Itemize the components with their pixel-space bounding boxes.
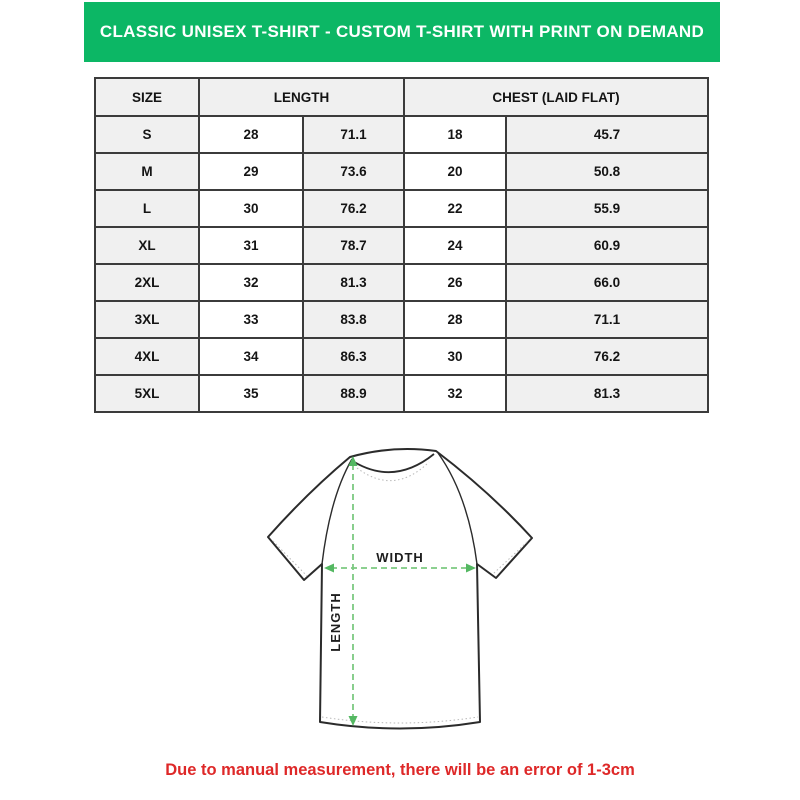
cell-length-in: 35	[199, 375, 303, 412]
cell-chest-in: 22	[404, 190, 506, 227]
measurement-error-note: Due to manual measurement, there will be an error of 1-3cm	[165, 761, 635, 779]
tshirt-outline	[268, 449, 532, 729]
cell-chest-in: 28	[404, 301, 506, 338]
tshirt-measurement-diagram	[240, 435, 560, 755]
cell-size: XL	[95, 227, 199, 264]
cell-length-cm: 88.9	[303, 375, 404, 412]
table-row	[95, 153, 708, 190]
cell-length-cm: 78.7	[303, 227, 404, 264]
cell-size: S	[95, 116, 199, 153]
cell-chest-in: 24	[404, 227, 506, 264]
table-row	[95, 190, 708, 227]
cell-chest-cm: 55.9	[506, 190, 708, 227]
cell-chest-cm: 60.9	[506, 227, 708, 264]
cell-size: 4XL	[95, 338, 199, 375]
cell-size: 2XL	[95, 264, 199, 301]
table-row	[95, 227, 708, 264]
cell-size: 3XL	[95, 301, 199, 338]
cell-length-in: 30	[199, 190, 303, 227]
width-label: WIDTH	[376, 550, 424, 565]
col-header-length: LENGTH	[199, 78, 404, 116]
cell-chest-in: 18	[404, 116, 506, 153]
cell-length-in: 32	[199, 264, 303, 301]
cell-chest-in: 30	[404, 338, 506, 375]
table-row	[95, 338, 708, 375]
cell-chest-cm: 45.7	[506, 116, 708, 153]
cell-chest-cm: 71.1	[506, 301, 708, 338]
cell-length-cm: 83.8	[303, 301, 404, 338]
cell-chest-cm: 66.0	[506, 264, 708, 301]
cell-length-in: 33	[199, 301, 303, 338]
title-banner	[84, 2, 720, 62]
cell-length-cm: 71.1	[303, 116, 404, 153]
cell-size: 5XL	[95, 375, 199, 412]
cell-length-in: 29	[199, 153, 303, 190]
size-chart-table	[94, 77, 709, 413]
size-chart-container	[94, 77, 709, 413]
cell-size: M	[95, 153, 199, 190]
cell-chest-in: 20	[404, 153, 506, 190]
cell-length-in: 34	[199, 338, 303, 375]
table-row	[95, 264, 708, 301]
cell-chest-cm: 50.8	[506, 153, 708, 190]
cell-length-cm: 73.6	[303, 153, 404, 190]
cell-chest-in: 26	[404, 264, 506, 301]
cell-length-cm: 76.2	[303, 190, 404, 227]
col-header-size: SIZE	[95, 78, 199, 116]
cell-length-in: 31	[199, 227, 303, 264]
length-label: LENGTH	[328, 592, 343, 652]
cell-length-cm: 81.3	[303, 264, 404, 301]
cell-chest-cm: 81.3	[506, 375, 708, 412]
page-title: CLASSIC UNISEX T-SHIRT - CUSTOM T-SHIRT WITH PRINT ON DEMAND	[99, 22, 705, 41]
cell-length-cm: 86.3	[303, 338, 404, 375]
table-row	[95, 375, 708, 412]
cell-chest-cm: 76.2	[506, 338, 708, 375]
cell-chest-in: 32	[404, 375, 506, 412]
table-header-row	[95, 78, 708, 116]
col-header-chest: CHEST (LAID FLAT)	[404, 78, 708, 116]
table-row	[95, 301, 708, 338]
cell-size: L	[95, 190, 199, 227]
cell-length-in: 28	[199, 116, 303, 153]
table-row	[95, 116, 708, 153]
